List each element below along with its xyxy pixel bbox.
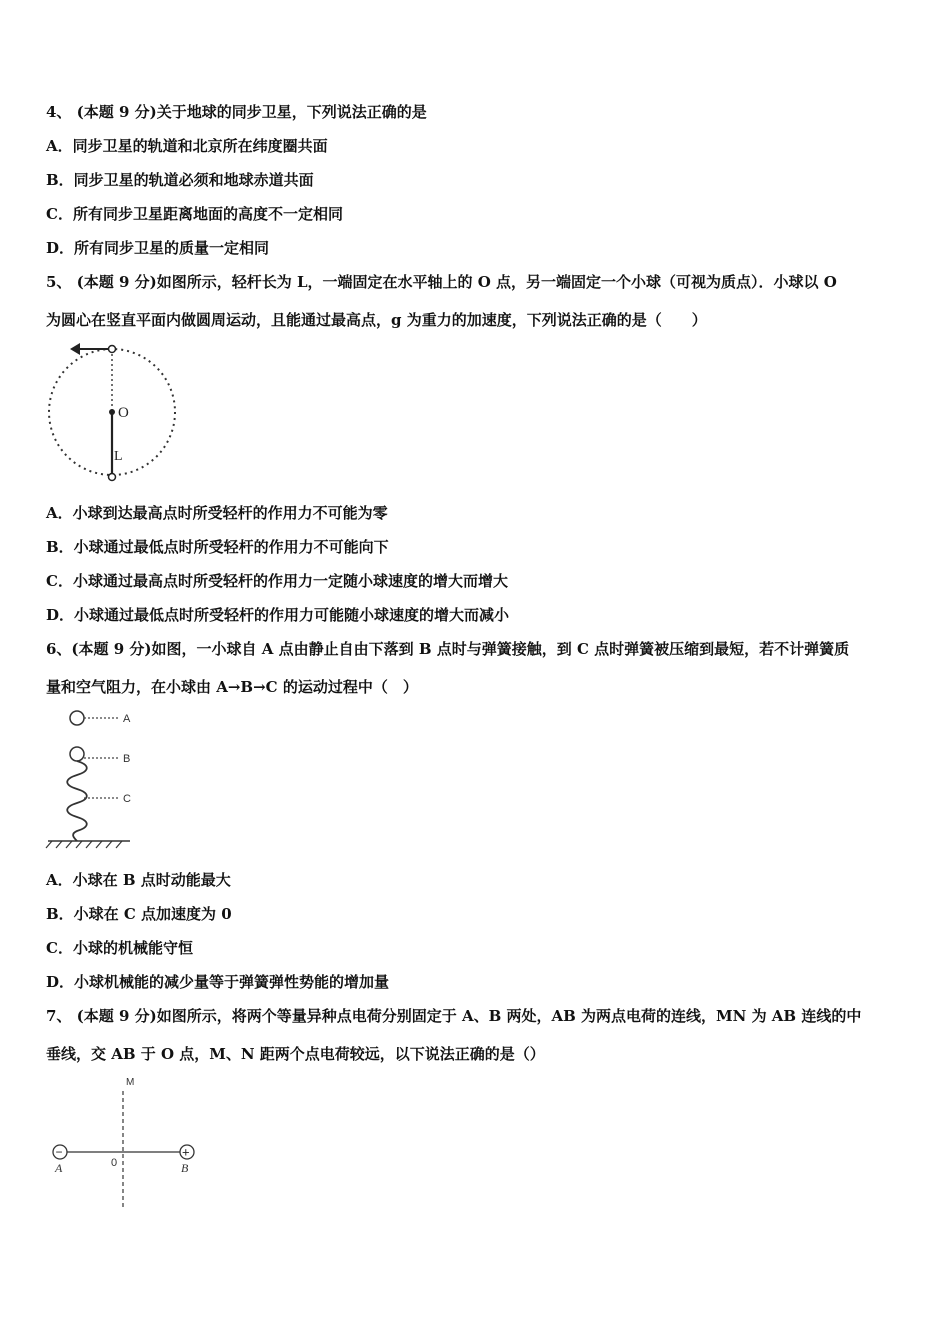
q6-option-c: C．小球的机械能守恒 [46, 939, 193, 957]
q6-label-a: A [123, 713, 131, 725]
q6-option-a: A．小球在 B 点时动能最大 [46, 871, 231, 889]
q5-stem-line1: 5、 (本题 9 分)如图所示，轻杆长为 L，一端固定在水平轴上的 O 点，另一端固定一个小球（可视为质点）．小球以 O [46, 273, 837, 291]
q4-option-c: C．所有同步卫星距离地面的高度不一定相同 [46, 205, 343, 223]
q5-option-a: A．小球到达最高点时所受轻杆的作用力不可能为零 [46, 504, 388, 522]
q6-option-d: D．小球机械能的减少量等于弹簧弹性势能的增加量 [46, 973, 390, 991]
q6-spring-figure [40, 705, 150, 855]
q4-option-b: B．同步卫星的轨道必须和地球赤道共面 [46, 171, 314, 189]
q6-label-c: C [123, 793, 131, 805]
q7-sign-b: + [182, 1144, 190, 1160]
q5-circle-figure [40, 340, 190, 490]
q5-option-d: D．小球通过最低点时所受轻杆的作用力可能随小球速度的增大而减小 [46, 606, 510, 624]
spring-coil [67, 761, 87, 841]
q7-stem-line2: 垂线，交 AB 于 O 点，M、N 距两个点电荷较远，以下说法正确的是（） [46, 1045, 545, 1063]
q7-label-a: A [55, 1161, 63, 1175]
q5-option-c: C．小球通过最高点时所受轻杆的作用力一定随小球速度的增大而增大 [46, 572, 508, 590]
q5-label-l: L [114, 449, 123, 464]
q7-label-b: B [181, 1161, 189, 1175]
q6-stem-line1: 6、(本题 9 分)如图，一小球自 A 点由静止自由下落到 B 点时与弹簧接触，到 C 点时弹簧被压缩到最短，若不计弹簧质 [46, 640, 850, 658]
q7-label-m: M [126, 1077, 135, 1088]
q6-option-b: B．小球在 C 点加速度为 0 [46, 905, 232, 923]
q4-option-d: D．所有同步卫星的质量一定相同 [46, 239, 270, 257]
q6-label-b: B [123, 753, 131, 765]
q4-option-a: A．同步卫星的轨道和北京所在纬度圈共面 [46, 137, 328, 155]
q5-label-o: O [118, 405, 129, 421]
q7-stem-line1: 7、 (本题 9 分)如图所示，将两个等量异种点电荷分别固定于 A、B 两处，AB 为两点电荷的连线，MN 为 AB 连线的中 [46, 1007, 862, 1025]
q7-label-o: 0 [111, 1157, 118, 1169]
q4-stem: 4、 (本题 9 分)关于地球的同步卫星，下列说法正确的是 [46, 103, 427, 121]
q7-charges-figure [45, 1073, 215, 1213]
q6-stem-line2: 量和空气阻力，在小球由 A→B→C 的运动过程中（ ） [46, 678, 418, 696]
q7-sign-a: − [55, 1145, 63, 1159]
q5-stem-line2: 为圆心在竖直平面内做圆周运动，且能通过最高点，g 为重力的加速度，下列说法正确的是（ ） [46, 311, 707, 329]
q5-option-b: B．小球通过最低点时所受轻杆的作用力不可能向下 [46, 538, 389, 556]
